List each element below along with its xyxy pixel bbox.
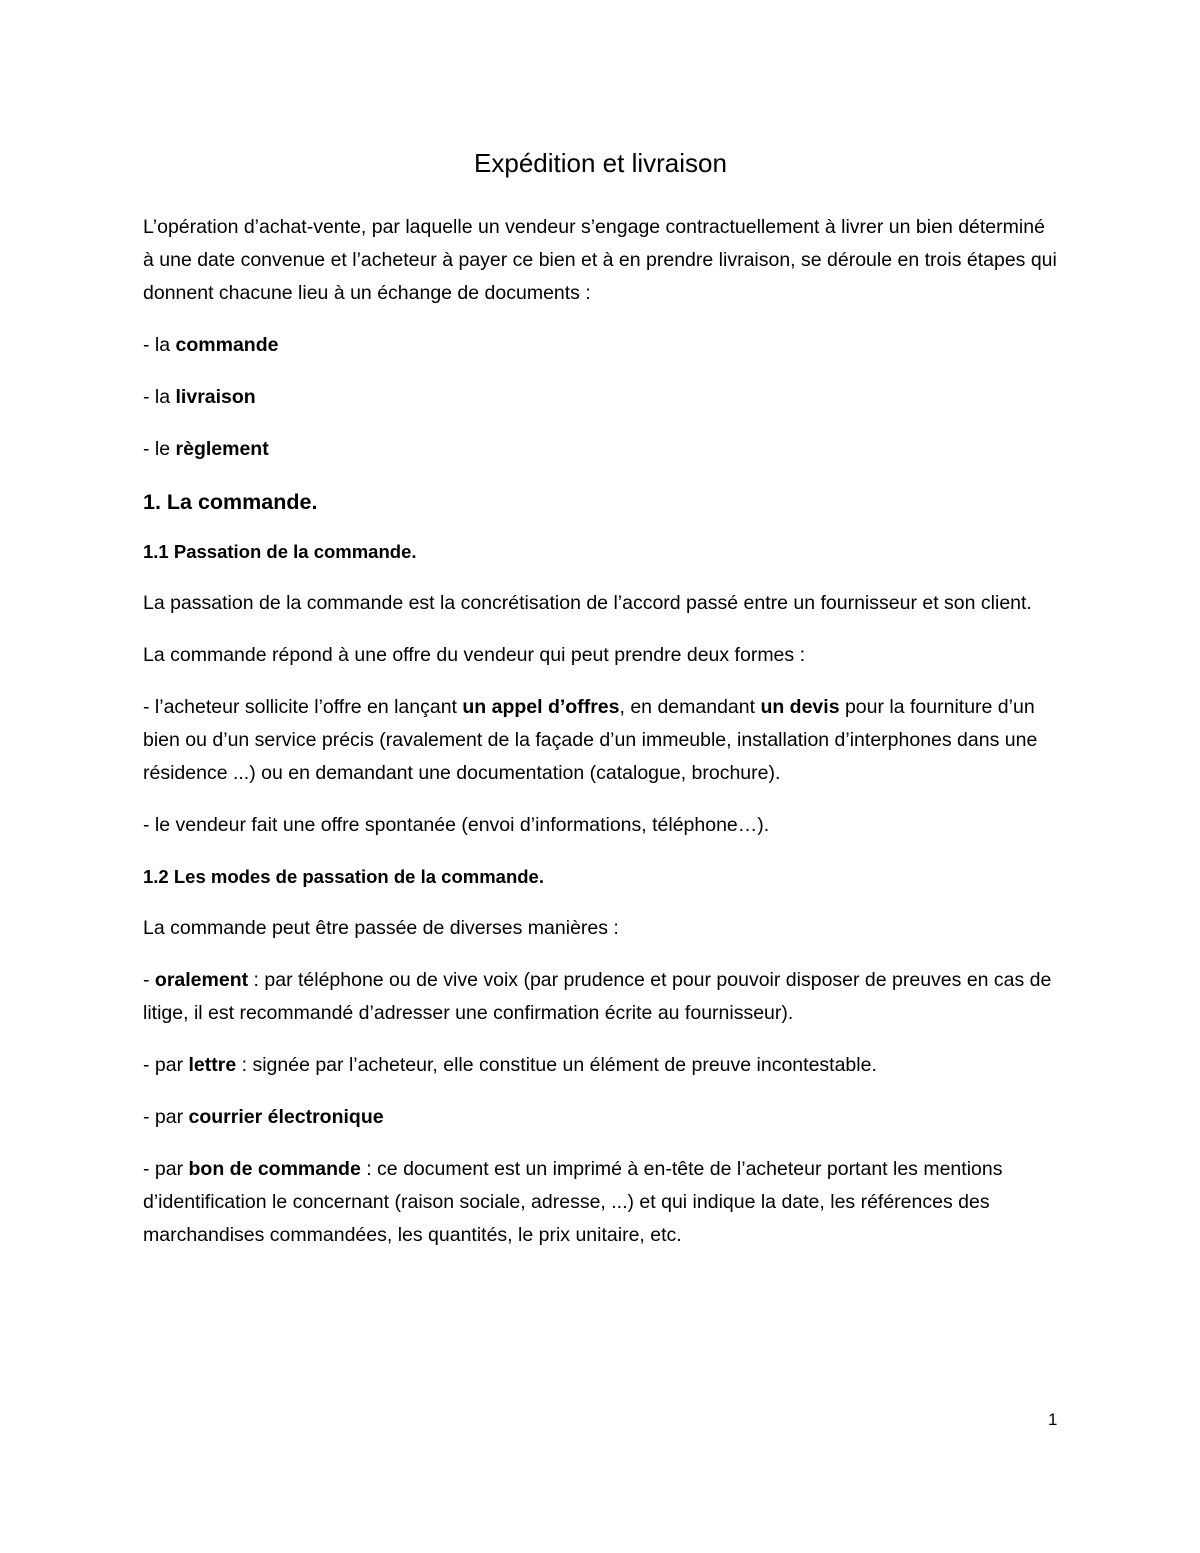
- section-1-2-heading: 1.2 Les modes de passation de la commande.: [143, 866, 544, 887]
- step-commande: - la commande: [143, 334, 279, 356]
- step-reglement: - le règlement: [143, 438, 269, 460]
- offre-paragraph: La commande répond à une offre du vendeur qui peut prendre deux formes :: [143, 644, 805, 666]
- intro-paragraph: L’opération d’achat-vente, par laquelle un vendeur s’engage contractuellement à livrer un bien déterminé à une date convenue et l’acheteur à payer ce bien et à en prendre livraison, se déroule en trois étapes qui donnent chacune lieu à un échange de documents :: [143, 216, 1057, 304]
- section-1-1-heading: 1.1 Passation de la commande.: [143, 541, 417, 562]
- acheteur-bullet: - l’acheteur sollicite l’offre en lançant un appel d’offres, en demandant un devis pour la fourniture d’un bien ou d’un service précis (ravalement de la façade d’un immeuble, installation d’interphones dans une résidence ...) ou en demandant une documentation (catalogue, brochure).: [143, 696, 1038, 784]
- modes-paragraph: La commande peut être passée de diverses manières :: [143, 917, 619, 939]
- mode-oral: - oralement : par téléphone ou de vive voix (par prudence et pour pouvoir disposer de preuves en cas de litige, il est recommandé d’adresser une confirmation écrite au fournisseur).: [143, 969, 1052, 1024]
- passation-paragraph: La passation de la commande est la concrétisation de l’accord passé entre un fournisseur et son client.: [143, 592, 1032, 614]
- vendeur-bullet: - le vendeur fait une offre spontanée (envoi d’informations, téléphone…).: [143, 814, 770, 836]
- section-1-heading: 1. La commande.: [143, 490, 318, 514]
- step-livraison: - la livraison: [143, 386, 256, 408]
- mode-bon: - par bon de commande : ce document est un imprimé à en-tête de l’acheteur portant les mentions d’identification le concernant (raison sociale, adresse, ...) et qui indique la date, les références des marchandises commandées, les quantités, le prix unitaire, etc.: [143, 1158, 1003, 1246]
- page-number: 1: [1048, 1410, 1058, 1429]
- mode-courrier: - par courrier électronique: [143, 1106, 384, 1128]
- mode-lettre: - par lettre : signée par l’acheteur, elle constitue un élément de preuve incontestable.: [143, 1054, 877, 1076]
- document-title: Expédition et livraison: [474, 148, 727, 178]
- document-page: [143, 145, 1058, 1271]
